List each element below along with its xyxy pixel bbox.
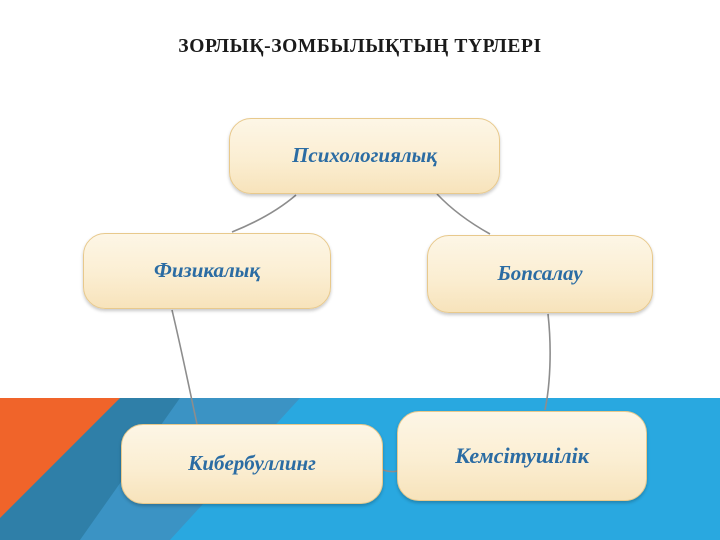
connector-psych-bopsalau [437, 194, 490, 234]
connector-bopsalau-discrim [545, 314, 550, 410]
connector-psych-physical [232, 195, 296, 232]
diagram-node-physical[interactable]: Физикалық [83, 233, 331, 309]
diagram-node-extortion[interactable]: Бопсалау [427, 235, 653, 313]
diagram-node-cyberbullying[interactable]: Кибербуллинг [121, 424, 383, 504]
page-title: ЗОРЛЫҚ-ЗОМБЫЛЫҚТЫҢ ТҮРЛЕРІ [178, 36, 542, 57]
diagram-node-discrimination[interactable]: Кемсітушілік [397, 411, 647, 501]
diagram-node-psychological[interactable]: Психологиялық [229, 118, 500, 194]
